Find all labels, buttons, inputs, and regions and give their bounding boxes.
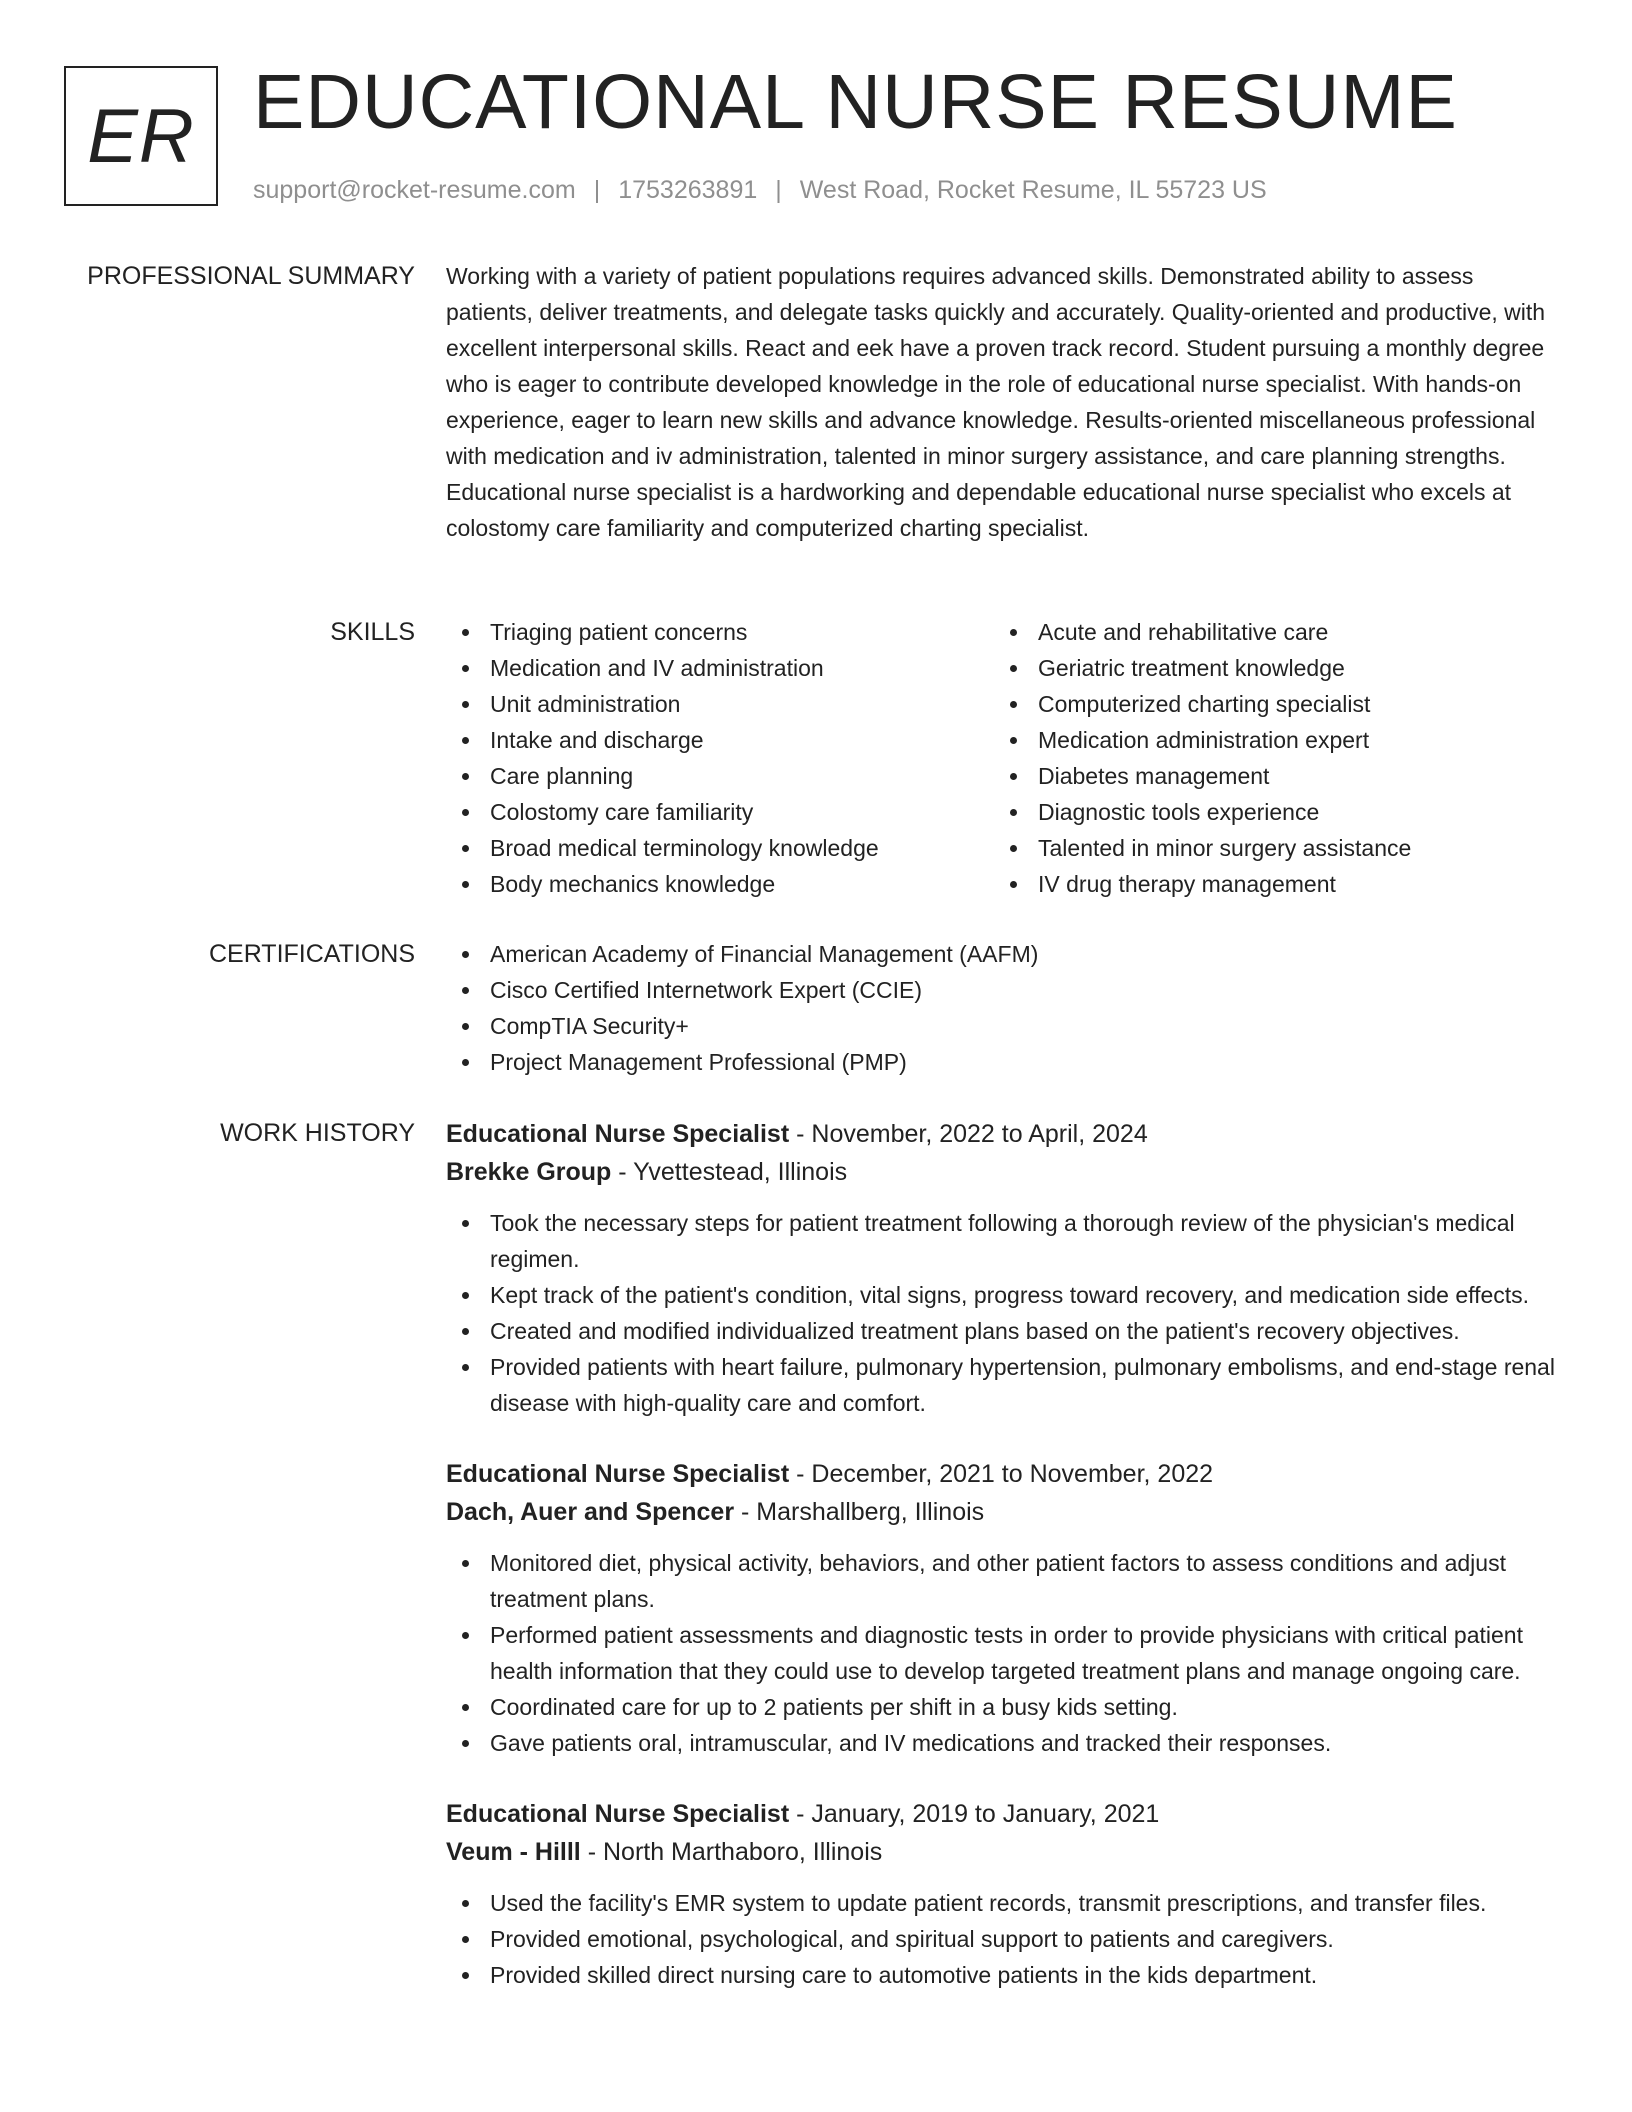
- summary-body: [446, 258, 1566, 546]
- list-item: Body mechanics knowledge: [446, 866, 994, 902]
- skills-list-left: [446, 614, 994, 902]
- job-bullets: [446, 1545, 1566, 1761]
- list-item: Gave patients oral, intramuscular, and IV medications and tracked their responses.: [446, 1725, 1566, 1761]
- list-item: Took the necessary steps for patient treatment following a thorough review of the physician's medical regimen.: [446, 1205, 1566, 1277]
- list-item: Triaging patient concerns: [446, 614, 994, 650]
- list-item: Computerized charting specialist: [994, 686, 1542, 722]
- list-item: Diabetes management: [994, 758, 1542, 794]
- list-item: Kept track of the patient's condition, vital signs, progress toward recovery, and medication side effects.: [446, 1277, 1566, 1313]
- list-item: American Academy of Financial Management (AAFM): [446, 936, 1566, 972]
- job-dates: - December, 2021 to November, 2022: [789, 1460, 1214, 1488]
- skills-heading: SKILLS: [330, 618, 415, 646]
- work-history-body: [446, 1115, 1566, 2027]
- job-title: Educational Nurse Specialist: [446, 1800, 790, 1828]
- summary-text: Working with a variety of patient populations requires advanced skills. Demonstrated ability to assess patients, deliver treatments, and delegate tasks quickly and accurately. Quality-oriented and productive, with excellent interpersonal skills. React and eek have a proven track record. Student pursuing a monthly degree who is eager to contribute developed knowledge in the role of educational nurse specialist. With hands-on experience, eager to learn new skills and advance knowledge. Results-oriented miscellaneous professional with medication and iv administration, talented in minor surgery assistance, and care planning strengths. Educational nurse specialist is a hardworking and dependable educational nurse specialist who excels at colostomy care familiarity and computerized charting specialist.: [446, 263, 1546, 541]
- job-company: Dach, Auer and Spencer: [446, 1498, 735, 1526]
- certifications-list: [446, 936, 1566, 1080]
- contact-address: West Road, Rocket Resume, IL 55723 US: [799, 176, 1267, 204]
- job-company: Veum - Hilll: [446, 1838, 581, 1866]
- job-bullets: [446, 1885, 1566, 1993]
- list-item: Monitored diet, physical activity, behaviors, and other patient factors to assess conditions and adjust treatment plans.: [446, 1545, 1566, 1617]
- list-item: Coordinated care for up to 2 patients per shift in a busy kids setting.: [446, 1689, 1566, 1725]
- list-item: Medication administration expert: [994, 722, 1542, 758]
- list-item: Cisco Certified Internetwork Expert (CCIE): [446, 972, 1566, 1008]
- list-item: IV drug therapy management: [994, 866, 1542, 902]
- list-item: Used the facility's EMR system to update patient records, transmit prescriptions, and transfer files.: [446, 1885, 1566, 1921]
- job-title-line: [446, 1795, 1566, 1833]
- skills-list-right: [994, 614, 1542, 902]
- skills-grid: [446, 614, 1566, 902]
- list-item: Talented in minor surgery assistance: [994, 830, 1542, 866]
- job-company: Brekke Group: [446, 1158, 612, 1186]
- list-item: Medication and IV administration: [446, 650, 994, 686]
- skills-body: [446, 614, 1566, 902]
- job-entry: [446, 1795, 1566, 1993]
- list-item: Created and modified individualized treatment plans based on the patient's recovery objectives.: [446, 1313, 1566, 1349]
- job-title-line: [446, 1115, 1566, 1153]
- list-item: CompTIA Security+: [446, 1008, 1566, 1044]
- job-entry: [446, 1115, 1566, 1421]
- contact-email: support@rocket-resume.com: [253, 176, 576, 204]
- list-item: Unit administration: [446, 686, 994, 722]
- list-item: Provided skilled direct nursing care to automotive patients in the kids department.: [446, 1957, 1566, 1993]
- certifications-body: [446, 936, 1566, 1080]
- job-location: - Marshallberg, Illinois: [734, 1498, 985, 1526]
- job-bullets: [446, 1205, 1566, 1421]
- list-item: Broad medical terminology knowledge: [446, 830, 994, 866]
- job-entry: [446, 1455, 1566, 1761]
- list-item: Provided emotional, psychological, and spiritual support to patients and caregivers.: [446, 1921, 1566, 1957]
- contact-line: [253, 175, 1267, 205]
- job-title: Educational Nurse Specialist: [446, 1460, 790, 1488]
- resume-title: EDUCATIONAL NURSE RESUME: [253, 59, 1458, 145]
- contact-separator: |: [593, 176, 601, 204]
- list-item: Diagnostic tools experience: [994, 794, 1542, 830]
- certifications-heading: CERTIFICATIONS: [208, 940, 415, 968]
- job-dates: - January, 2019 to January, 2021: [789, 1800, 1160, 1828]
- list-item: Project Management Professional (PMP): [446, 1044, 1566, 1080]
- job-title: Educational Nurse Specialist: [446, 1120, 790, 1148]
- summary-heading: PROFESSIONAL SUMMARY: [87, 262, 415, 290]
- job-location: - Yvettestead, Illinois: [611, 1158, 848, 1186]
- list-item: Care planning: [446, 758, 994, 794]
- job-company-line: [446, 1833, 1566, 1871]
- work-history-heading: WORK HISTORY: [220, 1119, 415, 1147]
- contact-phone: 1753263891: [618, 176, 758, 204]
- monogram-logo: ER: [64, 66, 218, 206]
- job-title-line: [446, 1455, 1566, 1493]
- list-item: Colostomy care familiarity: [446, 794, 994, 830]
- contact-separator: |: [775, 176, 782, 204]
- list-item: Performed patient assessments and diagnostic tests in order to provide physicians with critical patient health information that they could use to develop targeted treatment plans and manage ongoing care.: [446, 1617, 1566, 1689]
- job-company-line: [446, 1493, 1566, 1531]
- list-item: Acute and rehabilitative care: [994, 614, 1542, 650]
- job-company-line: [446, 1153, 1566, 1191]
- list-item: Intake and discharge: [446, 722, 994, 758]
- job-dates: - November, 2022 to April, 2024: [789, 1120, 1148, 1148]
- list-item: Geriatric treatment knowledge: [994, 650, 1542, 686]
- list-item: Provided patients with heart failure, pulmonary hypertension, pulmonary embolisms, and end-stage renal disease with high-quality care and comfort.: [446, 1349, 1566, 1421]
- job-location: - North Marthaboro, Illinois: [580, 1838, 883, 1866]
